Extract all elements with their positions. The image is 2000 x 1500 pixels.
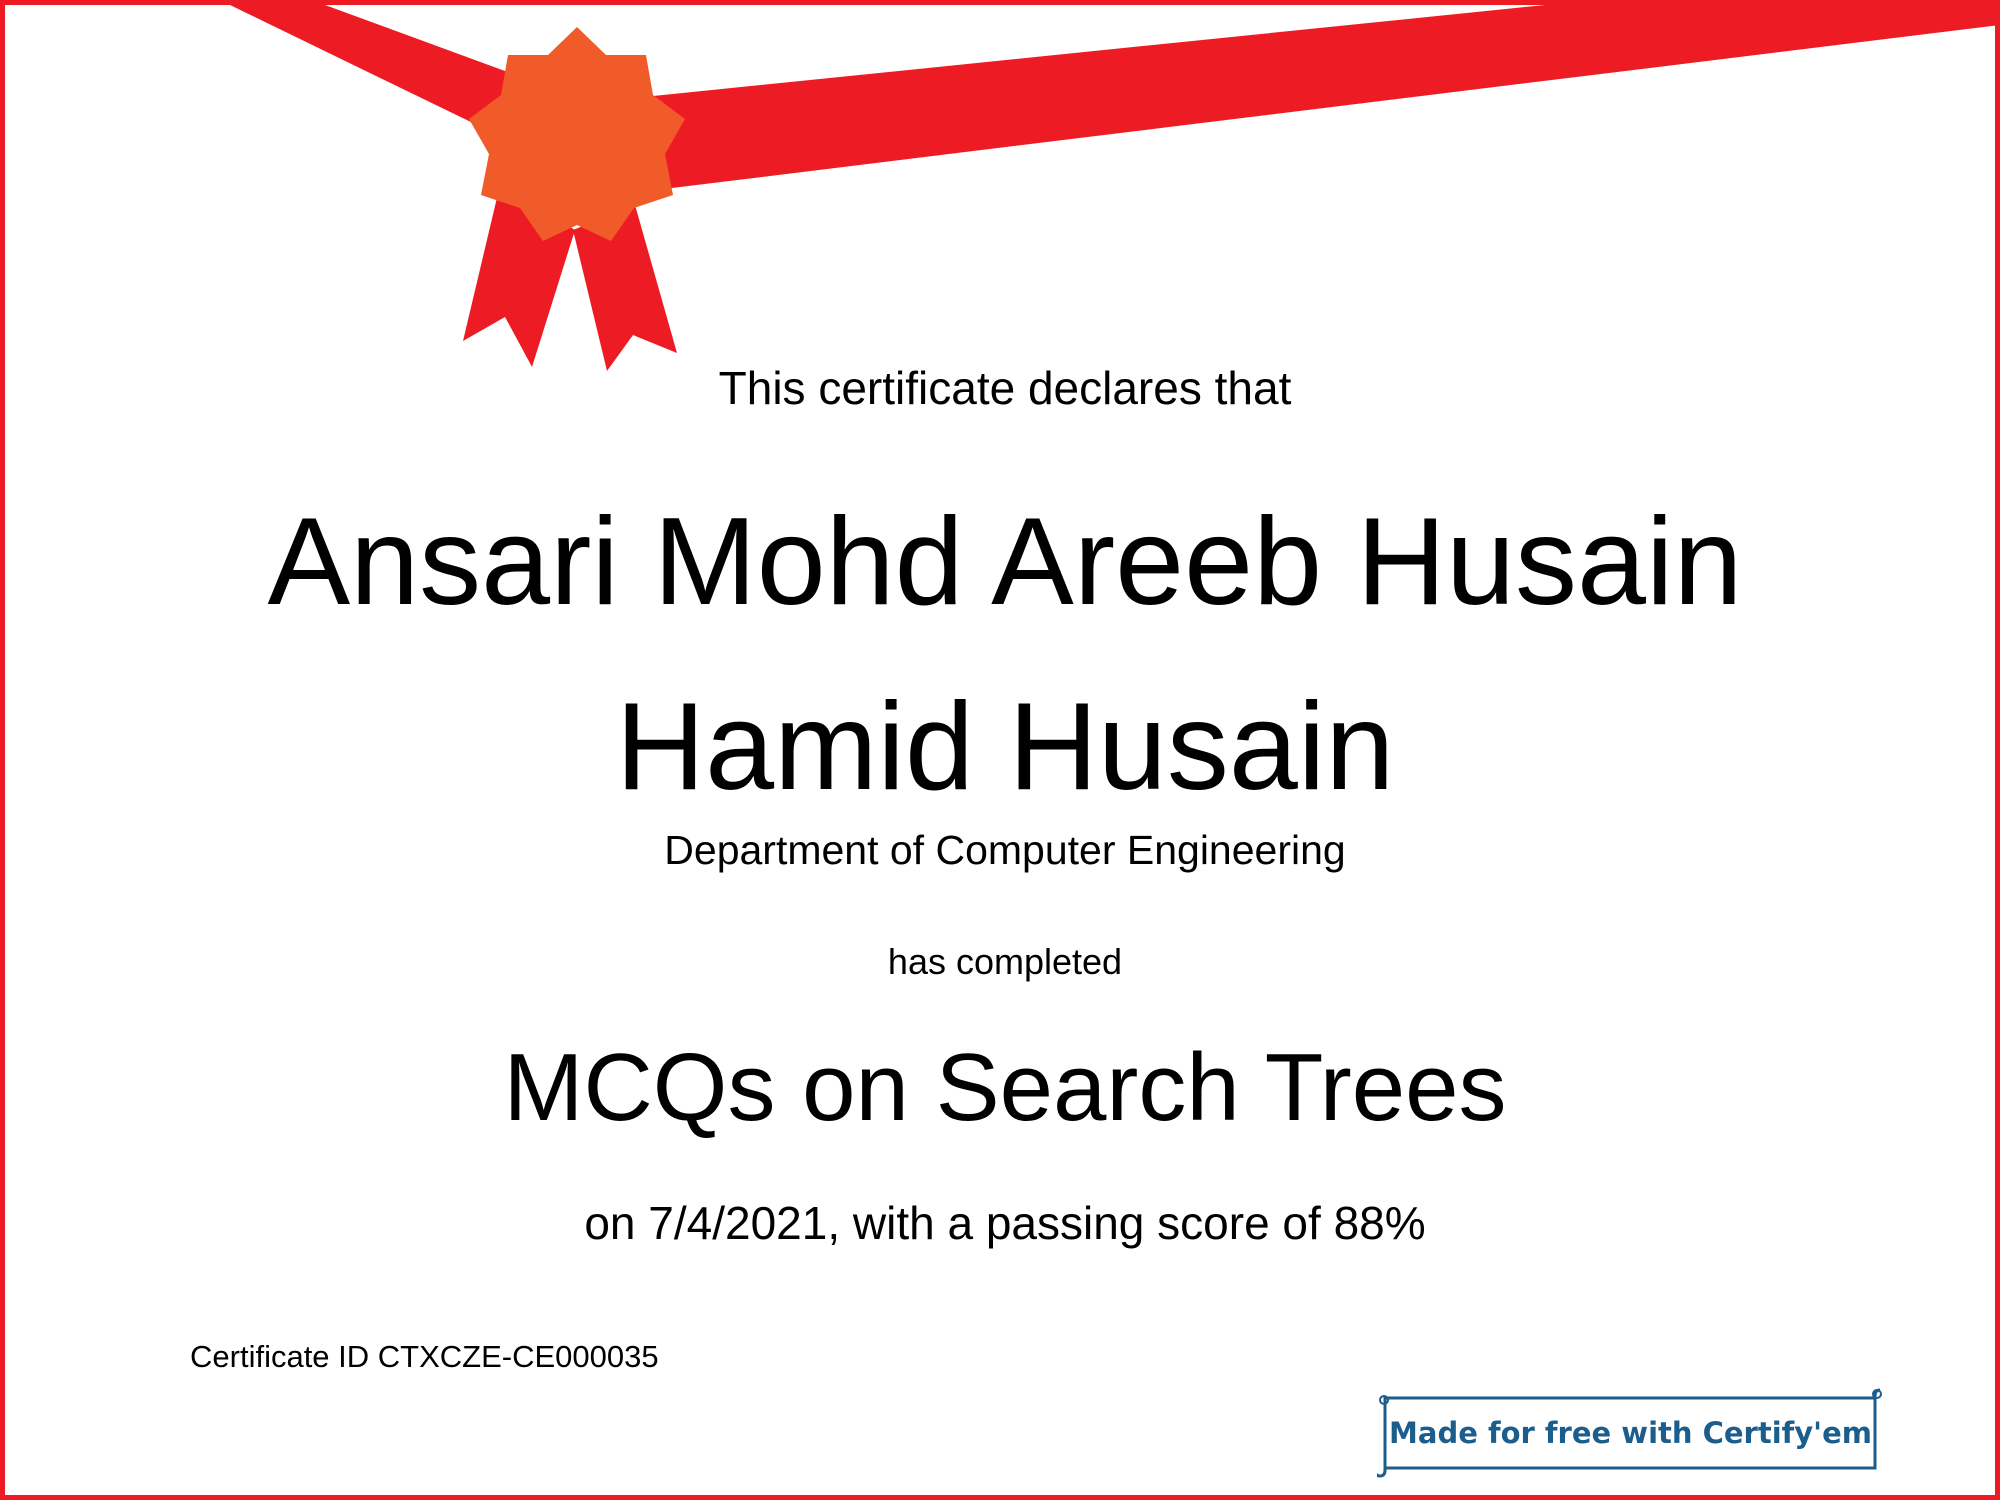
certificate-intro: This certificate declares that	[718, 362, 1292, 414]
recipient-name	[5, 470, 2000, 840]
ribbon-band-right	[565, 5, 2000, 195]
recipient-name-line-1: Ansari Mohd Areeb Husain	[267, 493, 1743, 631]
certificate-id: Certificate ID CTXCZE-CE000035	[190, 1339, 659, 1374]
completion-details: on 7/4/2021, with a passing score of 88%	[584, 1197, 1426, 1249]
completed-label: has completed	[887, 941, 1123, 982]
recipient-name-line-2: Hamid Husain	[615, 678, 1395, 816]
promo-label: Made for free with Certify'em	[1389, 1416, 1872, 1450]
department-name: Department of Computer Engineering	[664, 827, 1346, 873]
course-title: MCQs on Search Trees	[503, 1034, 1507, 1141]
certifyem-promo-banner[interactable]	[1377, 1388, 1884, 1478]
